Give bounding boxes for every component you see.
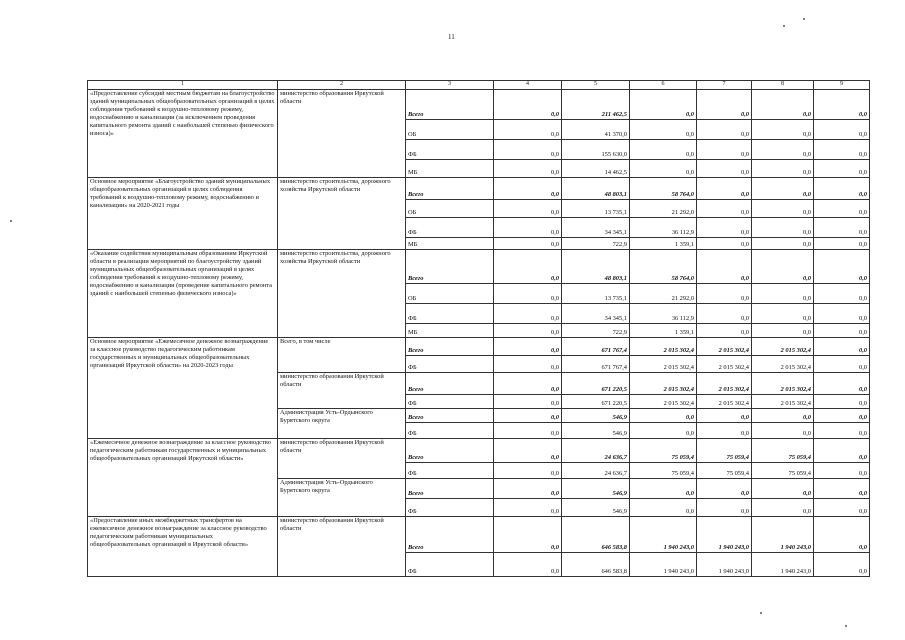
amount-cell: 75 059,4: [697, 439, 752, 463]
amount-cell: 34 345,1: [562, 218, 630, 238]
amount-cell: 0,0: [814, 499, 870, 517]
amount-cell: 0,0: [697, 178, 752, 200]
amount-cell: 0,0: [697, 250, 752, 284]
amount-cell: 0,0: [494, 499, 562, 517]
amount-cell: 0,0: [630, 140, 697, 160]
funding-source: ФБ: [406, 140, 494, 160]
amount-cell: 0,0: [494, 373, 562, 395]
amount-cell: 0,0: [814, 250, 870, 284]
amount-cell: 0,0: [752, 409, 814, 423]
amount-cell: 0,0: [752, 120, 814, 140]
amount-cell: 0,0: [494, 324, 562, 338]
funding-source: Всего: [406, 439, 494, 463]
amount-cell: 1 359,1: [630, 324, 697, 338]
funding-source: Всего: [406, 517, 494, 553]
funding-source: МБ: [406, 160, 494, 178]
amount-cell: 0,0: [697, 479, 752, 499]
amount-cell: 0,0: [697, 218, 752, 238]
amount-cell: 36 112,9: [630, 304, 697, 324]
measure-name: Основное мероприятие «Ежемесячное денежное вознаграждение за классное руководство педагогическим работникам государственных и муниципальных общеобразовательных организаций Иркутской области» на 2020-2023 годы: [88, 338, 278, 439]
amount-cell: 671 220,5: [562, 395, 630, 409]
amount-cell: 0,0: [814, 178, 870, 200]
amount-cell: 0,0: [697, 284, 752, 304]
amount-cell: 0,0: [494, 304, 562, 324]
column-header: 6: [630, 81, 697, 90]
measure-name: Основное мероприятие «Благоустройство зданий муниципальных общеобразовательных организаций в целях соблюдения требований к воздушно-тепловому режиму, водоснабжению и канализации» на 2020-2021 годы: [88, 178, 278, 250]
amount-cell: 2 015 302,4: [630, 373, 697, 395]
amount-cell: 0,0: [752, 479, 814, 499]
amount-cell: 0,0: [752, 178, 814, 200]
amount-cell: 0,0: [814, 517, 870, 553]
table-row: [88, 90, 870, 120]
amount-cell: 671 767,4: [562, 356, 630, 373]
amount-cell: 2 015 302,4: [697, 338, 752, 356]
amount-cell: 546,9: [562, 409, 630, 423]
amount-cell: 0,0: [697, 409, 752, 423]
table-row: [88, 250, 870, 284]
executor-name: министерство образования Иркутской области: [278, 439, 406, 479]
funding-source: ФБ: [406, 356, 494, 373]
column-header: 4: [494, 81, 562, 90]
amount-cell: 0,0: [494, 178, 562, 200]
table-row: [88, 178, 870, 200]
amount-cell: 1 940 243,0: [630, 553, 697, 577]
amount-cell: 0,0: [494, 90, 562, 120]
amount-cell: 13 735,1: [562, 200, 630, 218]
amount-cell: 211 462,5: [562, 90, 630, 120]
amount-cell: 0,0: [814, 200, 870, 218]
table-row: [88, 439, 870, 463]
measure-name: «Предоставление иных межбюджетных трансфертов на ежемесячное денежное вознаграждение за классное руководство педагогическим работникам муниципальных общеобразовательных организаций в Иркутской области»: [88, 517, 278, 577]
amount-cell: 34 345,1: [562, 304, 630, 324]
amount-cell: 0,0: [697, 324, 752, 338]
funding-source: ФБ: [406, 395, 494, 409]
funding-source: ФБ: [406, 218, 494, 238]
table-row: [88, 517, 870, 553]
amount-cell: 0,0: [814, 238, 870, 250]
amount-cell: 0,0: [814, 160, 870, 178]
amount-cell: 0,0: [630, 160, 697, 178]
executor-name: министерство образования Иркутской области: [278, 90, 406, 178]
funding-source: МБ: [406, 238, 494, 250]
amount-cell: 0,0: [814, 553, 870, 577]
amount-cell: 0,0: [630, 120, 697, 140]
amount-cell: 0,0: [752, 200, 814, 218]
budget-table: [87, 80, 870, 577]
amount-cell: 48 803,1: [562, 178, 630, 200]
amount-cell: 0,0: [752, 284, 814, 304]
measure-name: «Ежемесячное денежное вознаграждение за классное руководство педагогическим работникам государственных и муниципальных общеобразовательных организаций Иркутской области»: [88, 439, 278, 517]
executor-name: министерство образования Иркутской области: [278, 373, 406, 409]
amount-cell: 48 803,1: [562, 250, 630, 284]
amount-cell: 75 059,4: [697, 463, 752, 479]
amount-cell: 0,0: [494, 120, 562, 140]
amount-cell: 21 292,0: [630, 200, 697, 218]
amount-cell: 14 462,5: [562, 160, 630, 178]
amount-cell: 155 630,0: [562, 140, 630, 160]
amount-cell: 2 015 302,4: [752, 356, 814, 373]
funding-source: Всего: [406, 178, 494, 200]
amount-cell: 0,0: [814, 338, 870, 356]
amount-cell: 0,0: [752, 90, 814, 120]
amount-cell: 0,0: [697, 120, 752, 140]
amount-cell: 0,0: [697, 238, 752, 250]
amount-cell: 0,0: [494, 356, 562, 373]
amount-cell: 646 583,8: [562, 517, 630, 553]
amount-cell: 1 359,1: [630, 238, 697, 250]
amount-cell: 2 015 302,4: [752, 338, 814, 356]
amount-cell: 1 940 243,0: [697, 553, 752, 577]
amount-cell: 0,0: [814, 409, 870, 423]
amount-cell: 546,9: [562, 479, 630, 499]
amount-cell: 0,0: [814, 423, 870, 439]
funding-source: ФБ: [406, 553, 494, 577]
amount-cell: 0,0: [752, 250, 814, 284]
scan-speck: [803, 18, 805, 20]
executor-name: министерство строительства, дорожного хозяйства Иркутской области: [278, 250, 406, 338]
amount-cell: 2 015 302,4: [630, 356, 697, 373]
funding-source: ФБ: [406, 304, 494, 324]
amount-cell: 75 059,4: [752, 439, 814, 463]
amount-cell: 0,0: [697, 140, 752, 160]
amount-cell: 671 767,4: [562, 338, 630, 356]
scan-speck: [760, 612, 762, 614]
amount-cell: 0,0: [814, 304, 870, 324]
amount-cell: 0,0: [494, 553, 562, 577]
header-row: [88, 81, 870, 90]
amount-cell: 0,0: [494, 140, 562, 160]
amount-cell: 1 940 243,0: [630, 517, 697, 553]
amount-cell: 0,0: [697, 200, 752, 218]
measure-name: «Предоставление субсидий местным бюджетам на благоустройство зданий муниципальных общеобразовательных организаций в целях соблюдения требований к воздушно-тепловому режиму, водоснабжению и канализации (за исключением проведения капитального ремонта зданий с наибольшей степенью физического износа)»: [88, 90, 278, 178]
column-header: 1: [88, 81, 278, 90]
amount-cell: 0,0: [814, 373, 870, 395]
amount-cell: 0,0: [814, 324, 870, 338]
amount-cell: 0,0: [494, 218, 562, 238]
amount-cell: 0,0: [494, 423, 562, 439]
amount-cell: 0,0: [814, 90, 870, 120]
amount-cell: 546,9: [562, 499, 630, 517]
amount-cell: 0,0: [814, 356, 870, 373]
amount-cell: 0,0: [494, 439, 562, 463]
amount-cell: 0,0: [494, 338, 562, 356]
amount-cell: 0,0: [752, 324, 814, 338]
measure-name: «Оказание содействия муниципальным образованиям Иркутской области в реализации мероприятий по благоустройству зданий муниципальных общеобразовательных организаций в целях соблюдения требований к воздушно-тепловому режиму, водоснабжению и канализации (проведение капитального ремонта зданий с наибольшей степенью физического износа)»: [88, 250, 278, 338]
amount-cell: 0,0: [814, 218, 870, 238]
amount-cell: 2 015 302,4: [630, 395, 697, 409]
column-header: 9: [814, 81, 870, 90]
funding-source: ОБ: [406, 120, 494, 140]
funding-source: ФБ: [406, 463, 494, 479]
amount-cell: 36 112,9: [630, 218, 697, 238]
amount-cell: 1 940 243,0: [752, 553, 814, 577]
amount-cell: 0,0: [494, 463, 562, 479]
amount-cell: 75 059,4: [630, 463, 697, 479]
amount-cell: 2 015 302,4: [697, 356, 752, 373]
amount-cell: 0,0: [494, 200, 562, 218]
amount-cell: 2 015 302,4: [630, 338, 697, 356]
amount-cell: 0,0: [814, 284, 870, 304]
amount-cell: 0,0: [697, 423, 752, 439]
amount-cell: 0,0: [494, 409, 562, 423]
funding-source: Всего: [406, 409, 494, 423]
funding-source: Всего: [406, 250, 494, 284]
amount-cell: 0,0: [752, 423, 814, 439]
amount-cell: 58 764,0: [630, 178, 697, 200]
executor-name: Администрация Усть-Ордынского Бурятского округа: [278, 479, 406, 517]
amount-cell: 722,9: [562, 324, 630, 338]
scan-speck: [10, 220, 12, 222]
amount-cell: 1 940 243,0: [697, 517, 752, 553]
amount-cell: 21 292,0: [630, 284, 697, 304]
funding-source: ОБ: [406, 284, 494, 304]
amount-cell: 0,0: [630, 423, 697, 439]
amount-cell: 0,0: [697, 160, 752, 178]
amount-cell: 0,0: [814, 140, 870, 160]
amount-cell: 0,0: [814, 463, 870, 479]
amount-cell: 58 764,0: [630, 250, 697, 284]
funding-source: Всего: [406, 373, 494, 395]
amount-cell: 0,0: [697, 304, 752, 324]
amount-cell: 24 636,7: [562, 439, 630, 463]
amount-cell: 0,0: [697, 499, 752, 517]
amount-cell: 13 735,1: [562, 284, 630, 304]
amount-cell: 2 015 302,4: [697, 373, 752, 395]
amount-cell: 75 059,4: [630, 439, 697, 463]
amount-cell: 0,0: [752, 499, 814, 517]
amount-cell: 0,0: [494, 395, 562, 409]
funding-source: ФБ: [406, 423, 494, 439]
funding-source: Всего: [406, 479, 494, 499]
executor-name: Администрация Усть-Ордынского Бурятского округа: [278, 409, 406, 439]
funding-source: ФБ: [406, 499, 494, 517]
column-header: 8: [752, 81, 814, 90]
amount-cell: 646 583,8: [562, 553, 630, 577]
amount-cell: 671 220,5: [562, 373, 630, 395]
amount-cell: 0,0: [752, 218, 814, 238]
amount-cell: 0,0: [494, 160, 562, 178]
page-number: 11: [448, 33, 455, 41]
column-header: 7: [697, 81, 752, 90]
amount-cell: 1 940 243,0: [752, 517, 814, 553]
table-row: [88, 338, 870, 356]
funding-source: МБ: [406, 324, 494, 338]
amount-cell: 0,0: [752, 140, 814, 160]
amount-cell: 0,0: [814, 120, 870, 140]
amount-cell: 75 059,4: [752, 463, 814, 479]
executor-name: Всего, в том числе: [278, 338, 406, 373]
funding-source: Всего: [406, 338, 494, 356]
amount-cell: 0,0: [752, 304, 814, 324]
amount-cell: 2 015 302,4: [697, 395, 752, 409]
amount-cell: 2 015 302,4: [752, 373, 814, 395]
amount-cell: 24 636,7: [562, 463, 630, 479]
amount-cell: 0,0: [752, 238, 814, 250]
amount-cell: 546,9: [562, 423, 630, 439]
executor-name: министерство образования Иркутской области: [278, 517, 406, 577]
amount-cell: 0,0: [630, 499, 697, 517]
column-header: 2: [278, 81, 406, 90]
amount-cell: 0,0: [697, 90, 752, 120]
amount-cell: 0,0: [752, 160, 814, 178]
amount-cell: 0,0: [494, 250, 562, 284]
amount-cell: 722,9: [562, 238, 630, 250]
executor-name: министерство строительства, дорожного хозяйства Иркутской области: [278, 178, 406, 250]
funding-source: ОБ: [406, 200, 494, 218]
scan-speck: [845, 625, 847, 627]
table-body: [88, 81, 870, 577]
amount-cell: 0,0: [630, 90, 697, 120]
amount-cell: 0,0: [630, 479, 697, 499]
amount-cell: 41 370,0: [562, 120, 630, 140]
amount-cell: 0,0: [494, 238, 562, 250]
amount-cell: 0,0: [630, 409, 697, 423]
column-header: 5: [562, 81, 630, 90]
amount-cell: 0,0: [494, 479, 562, 499]
scan-speck: [783, 25, 785, 27]
amount-cell: 0,0: [814, 439, 870, 463]
amount-cell: 0,0: [814, 479, 870, 499]
funding-source: Всего: [406, 90, 494, 120]
amount-cell: 2 015 302,4: [752, 395, 814, 409]
column-header: 3: [406, 81, 494, 90]
amount-cell: 0,0: [494, 517, 562, 553]
amount-cell: 0,0: [494, 284, 562, 304]
amount-cell: 0,0: [814, 395, 870, 409]
